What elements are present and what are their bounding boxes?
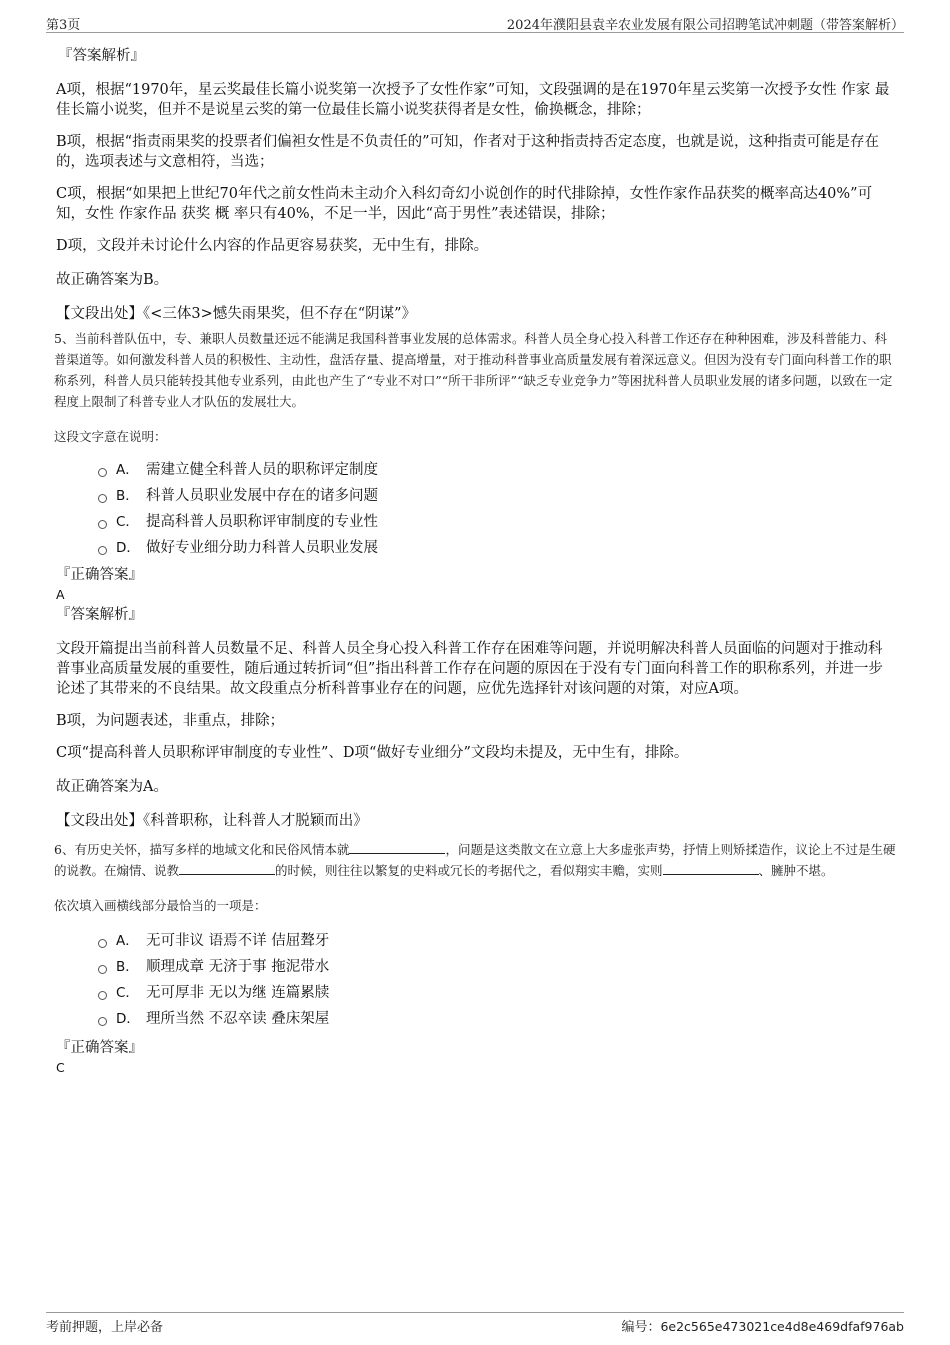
option-letter: A． xyxy=(116,933,139,949)
page-footer xyxy=(46,1312,904,1337)
option-letter: C． xyxy=(116,985,139,1001)
radio-icon[interactable] xyxy=(98,520,107,529)
q5-analysis-cd: C项“提高科普人员职称评审制度的专业性”、D项“做好专业细分”文段均未提及，无中生有，排除。 xyxy=(56,745,689,761)
q6-stem-part-3: 的时候，则往往以繁复的史料或冗长的考据代之，看似翔实丰赡，实则 xyxy=(275,863,663,878)
fill-blank-3 xyxy=(663,862,759,875)
q6-stem-part-1: 6、有历史关怀，描写多样的地域文化和民俗风情本就 xyxy=(54,842,350,857)
radio-icon[interactable] xyxy=(98,939,107,948)
q4-analysis-label: 『答案解析』 xyxy=(58,48,145,64)
q5-analysis-b: B项，为问题表述，非重点，排除； xyxy=(56,713,285,729)
option-text: 做好专业细分助力科普人员职业发展 xyxy=(146,540,378,556)
option-text: 理所当然 不忍卒读 叠床架屋 xyxy=(146,1011,330,1027)
q5-source: 【文段出处】《科普职称，让科普人才脱颖而出》 xyxy=(56,813,368,829)
q4-conclusion: 故正确答案为B。 xyxy=(56,272,169,288)
page-header xyxy=(46,14,904,33)
option-letter: A． xyxy=(116,462,139,478)
q4-analysis-a: A项，根据“1970年，星云奖最佳长篇小说奖第一次授予了女性作家”可知，文段强调的是在1970年星云奖第一次授予女性 作家 最佳长篇小说奖，但并不是说星云奖的第一位最佳长篇小说奖获得者是女性，偷换概念，排除； xyxy=(56,82,890,118)
radio-icon[interactable] xyxy=(98,965,107,974)
q5-analysis: 文段开篇提出当前科普人员数量不足、科普人员全身心投入科普工作存在困难等问题，并说明解决科普人员面临的问题对于推动科普事业高质量发展的重要性，随后通过转折词“但”指出科普工作存在问题的原因在于没有专门面向科普工作的职称系列，并进一步论述了其带来的不良结果。故文段重点分析科普事业存在的问题，应优先选择针对该问题的对策，对应A项。 xyxy=(56,641,883,697)
option-letter: B． xyxy=(116,488,139,504)
q5-options xyxy=(98,457,896,561)
q4-source: 【文段出处】《<三体3>憾失雨果奖，但不存在“阴谋”》 xyxy=(56,306,417,322)
option-text: 顺理成章 无济于事 拖泥带水 xyxy=(146,959,330,975)
q6-answer-label: 『正确答案』 xyxy=(56,1040,143,1056)
radio-icon[interactable] xyxy=(98,991,107,1000)
q5-conclusion: 故正确答案为A。 xyxy=(56,779,168,795)
fill-blank-1 xyxy=(349,841,445,854)
document-code xyxy=(621,1316,904,1335)
q6-stem xyxy=(54,839,896,881)
q5-stem: 5、当前科普队伍中，专、兼职人员数量还远不能满足我国科普事业发展的总体需求。科普人员全身心投入科普工作还存在种种困难，涉及科普能力、科普渠道等。如何激发科普人员的积极性、主动性，盘活存量、提高增量，对于推动科普事业高质量发展有着深远意义。但因为没有专门面向科普工作的职称系列，科普人员只能转投其他专业系列，由此也产生了“专业不对口”“所干非所评”“缺乏专业竞争力”等困扰科普人员职业发展的诸多问题，以致在一定程度上限制了科普专业人才队伍的发展壮大。 xyxy=(54,331,893,409)
q5-option-d[interactable] xyxy=(98,535,896,561)
option-text: 无可厚非 无以为继 连篇累牍 xyxy=(146,985,330,1001)
q6-stem-part-4: 、臃肿不堪。 xyxy=(758,863,834,878)
code-value: 6e2c565e473021ce4d8e469dfaf976ab xyxy=(660,1319,904,1334)
footer-slogan: 考前押题，上岸必备 xyxy=(46,1320,164,1335)
q4-analysis-b: B项，根据“指责雨果奖的投票者们偏袒女性是不负责任的”可知，作者对于这种指责持否定态度，也就是说，这种指责可能是存在的，选项表述与文意相符，当选； xyxy=(56,134,879,170)
option-letter: D． xyxy=(116,1011,140,1027)
q6-answer: C xyxy=(56,1060,65,1075)
q4-analysis-d: D项，文段并未讨论什么内容的作品更容易获奖，无中生有，排除。 xyxy=(56,238,489,254)
document-title: 2024年濮阳县袁辛农业发展有限公司招聘笔试冲刺题（带答案解析） xyxy=(506,18,904,33)
q5-answer: A xyxy=(56,587,65,602)
option-letter: C． xyxy=(116,514,139,530)
radio-icon[interactable] xyxy=(98,546,107,555)
code-label: 编号： xyxy=(621,1320,661,1335)
option-letter: B． xyxy=(116,959,139,975)
option-text: 无可非议 语焉不详 佶屈聱牙 xyxy=(146,933,330,949)
q6-option-d[interactable] xyxy=(98,1006,896,1032)
q5-option-a[interactable] xyxy=(98,457,896,483)
q6-options xyxy=(98,928,896,1032)
option-text: 需建立健全科普人员的职称评定制度 xyxy=(146,462,378,478)
q5-answer-label: 『正确答案』 xyxy=(56,567,143,583)
q5-option-b[interactable] xyxy=(98,483,896,509)
q5-analysis-label: 『答案解析』 xyxy=(56,607,143,623)
q5-prompt: 这段文字意在说明： xyxy=(54,429,167,444)
q5-option-c[interactable] xyxy=(98,509,896,535)
q4-analysis-c: C项，根据“如果把上世纪70年代之前女性尚未主动介入科幻奇幻小说创作的时代排除掉，女性作家作品获奖的概率高达40%”可知，女性 作家作品 获奖 概 率只有40%，不足一半，因此“高于男性”表述错误，排除； xyxy=(56,186,873,222)
option-letter: D． xyxy=(116,540,140,556)
q6-stem-part-2: ，问题是这类散文在立意上大多虚张声势，抒情上则矫揉造作，议论上不过是生硬的说教。在煽情、说教 xyxy=(54,842,896,878)
fill-blank-2 xyxy=(179,862,275,875)
option-text: 提高科普人员职称评审制度的专业性 xyxy=(146,514,378,530)
q6-option-a[interactable] xyxy=(98,928,896,954)
radio-icon[interactable] xyxy=(98,468,107,477)
q6-option-c[interactable] xyxy=(98,980,896,1006)
document-body xyxy=(56,46,896,1078)
radio-icon[interactable] xyxy=(98,494,107,503)
q6-option-b[interactable] xyxy=(98,954,896,980)
page-number: 第3页 xyxy=(46,18,81,33)
q6-prompt: 依次填入画横线部分最恰当的一项是： xyxy=(54,898,267,913)
option-text: 科普人员职业发展中存在的诸多问题 xyxy=(146,488,378,504)
radio-icon[interactable] xyxy=(98,1017,107,1026)
